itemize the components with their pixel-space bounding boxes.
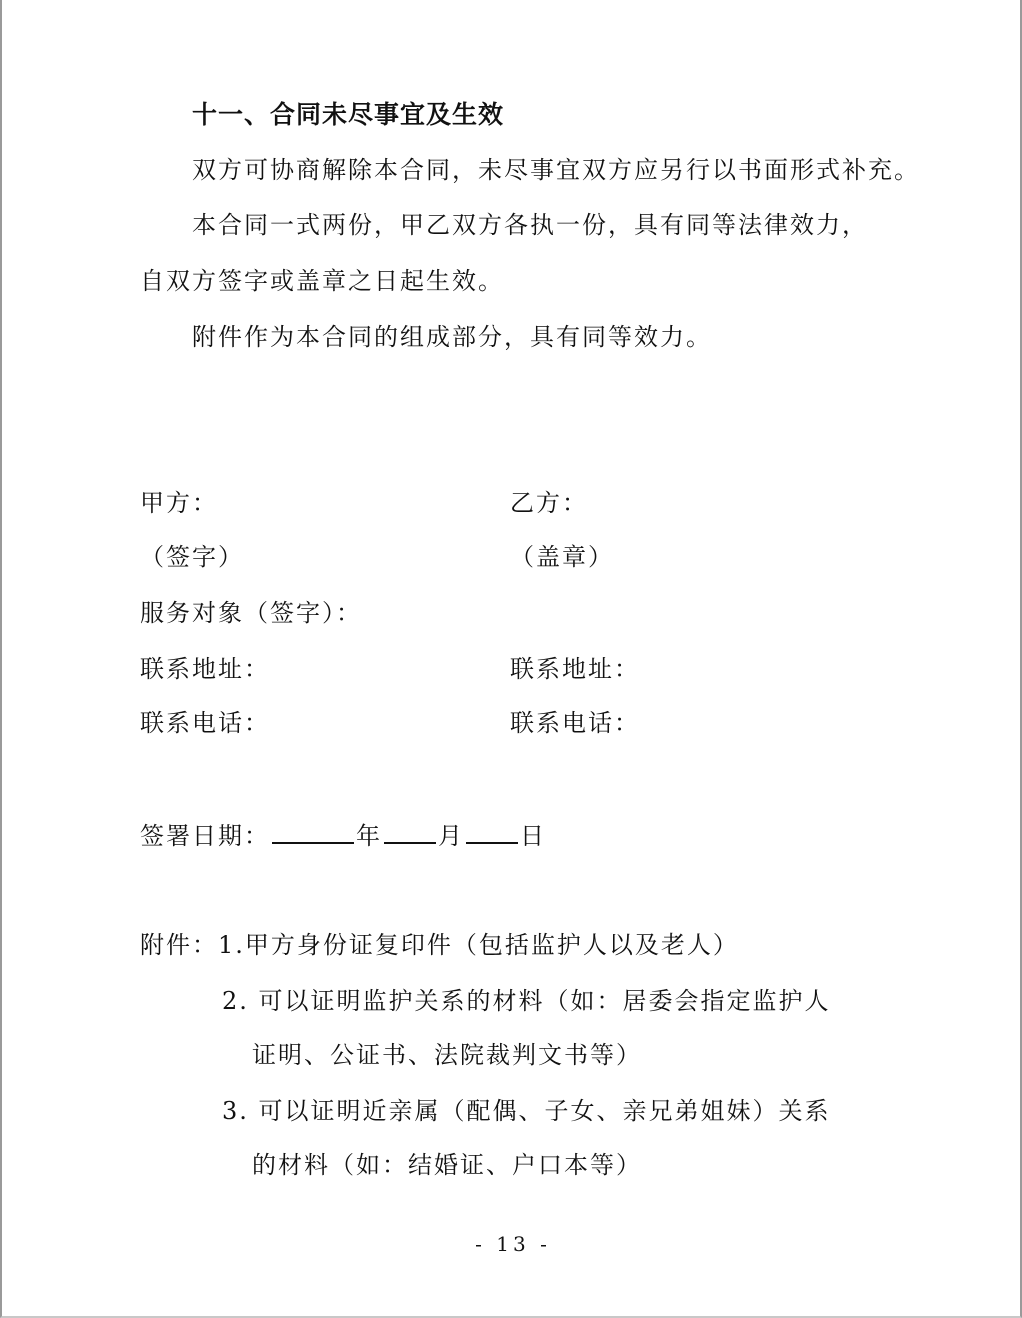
paragraph-3: 附件作为本合同的组成部分，具有同等效力。 — [192, 323, 712, 351]
party-b-address-label: 联系地址： — [510, 655, 640, 683]
paragraph-2-line-2: 自双方签字或盖章之日起生效。 — [140, 267, 504, 295]
day-label: 日 — [520, 822, 546, 850]
paragraph-2-line-1: 本合同一式两份，甲乙双方各执一份，具有同等法律效力， — [192, 211, 868, 239]
attachment-item-3-line-2: 的材料（如：结婚证、户口本等） — [252, 1151, 642, 1179]
service-target-signature-label: 服务对象（签字）： — [140, 599, 362, 627]
year-blank — [272, 820, 354, 844]
attachment-item-2-line-1: 2. 可以证明监护关系的材料（如：居委会指定监护人 — [222, 987, 831, 1015]
party-b-seal-label: （盖章） — [510, 543, 614, 571]
attachment-item-2-line-2: 证明、公证书、法院裁判文书等） — [252, 1041, 642, 1069]
attachment-item-1-text: 1.甲方身份证复印件（包括监护人以及老人） — [218, 931, 739, 959]
attachment-item-1 — [140, 930, 739, 960]
party-b-label: 乙方： — [510, 489, 588, 517]
party-b-phone-label: 联系电话： — [510, 709, 640, 737]
attachments-label: 附件： — [140, 931, 218, 959]
paragraph-1: 双方可协商解除本合同，未尽事宜双方应另行以书面形式补充。 — [192, 156, 920, 184]
month-label: 月 — [438, 822, 464, 850]
party-a-phone-label: 联系电话： — [140, 709, 270, 737]
section-heading: 十一、合同未尽事宜及生效 — [192, 100, 505, 129]
party-a-address-label: 联系地址： — [140, 655, 270, 683]
month-blank — [384, 820, 436, 844]
party-a-label: 甲方： — [140, 489, 218, 517]
attachment-item-3-line-1: 3. 可以证明近亲属（配偶、子女、亲兄弟姐妹）关系 — [222, 1097, 831, 1125]
day-blank — [466, 820, 518, 844]
year-label: 年 — [356, 822, 382, 850]
page-number: - 13 - — [475, 1232, 551, 1256]
signing-date-label: 签署日期： — [140, 822, 270, 850]
signing-date — [140, 820, 546, 851]
party-a-signature-label: （签字） — [140, 543, 244, 571]
